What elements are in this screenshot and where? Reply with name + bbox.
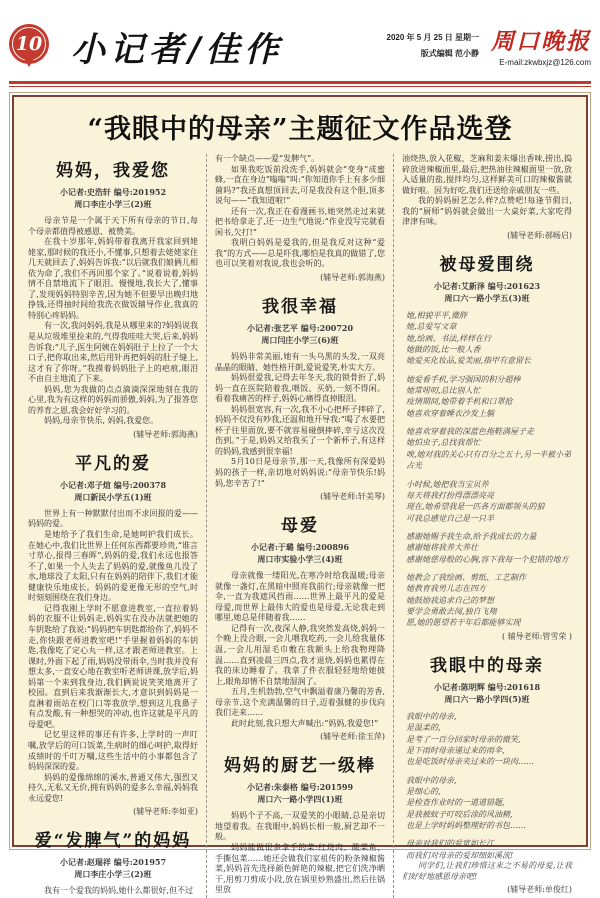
reporter-line: 小记者:史浩轩 编号:201952 [59,187,167,197]
poem-line: 唉,她对我的关心只有百分之五十,另一半被小弟占光 [406,449,572,471]
poem-line: 她常唠叨,总比别人忙 [406,385,481,395]
article-title: 妈妈的厨艺一级棒 [224,756,376,777]
school-line: 周口六一路小学五(3)班 [444,292,530,303]
stanza-gap [402,419,572,426]
paragraph: 妈妈能做很多拿手的菜:红烧肉、酸菜鱼、手撕包菜……她还会做我们家祖传的粉条辣椒酱菜,妈妈首先选择颜色鲜艳的辣椒,把它们洗净晒干,用剪刀剪成小段,放在锅里炒熟盛出,然后往锅里放 [215,842,385,895]
paragraph: 如果我吃饭前没洗手,妈妈就会“变身”成蜜蜂,一直在身边“嗡嗡”叫:“你知道你手上有多少细菌吗?”我还真想顶回去,可是我没有这个胆,顶多说句——“我知道啦!” [215,164,385,206]
reporter-line: 小记者:赵瑞祥 编号:201957 [59,857,167,868]
stanza-gap [402,524,572,531]
paragraph: 世界上有一种默默付出而不求回报的爱——妈妈的爱。 [28,508,198,529]
newspaper-logo: 周口晚报 [491,28,591,55]
poem-line: 也是上学时妈妈整理好的书包…… [406,821,526,831]
stanza-gap [402,367,572,374]
email-line: E-mail:zkwbxjz@126.com [499,58,591,67]
school-line: 周口李庄小学三(2)班 [74,869,152,880]
poem-line: 她教会了我绘画、剪纸、工艺制作 [406,573,526,583]
article-妈妈，我爱您 [28,156,198,440]
paragraph: 在我十岁那年,妈妈带着我离开我家回到姥姥家,那时候的我还小,不懂事,只想着去姥姥家住几天就回去了,妈妈告诉我:“以后就我们娘俩儿相依为命了,我们不再回那个家了。”说着说着,妈妈情不自禁地流下了眼泪。慢慢地,我长大了,懂事了,发现妈妈特别辛苦,因为她不但要早出晚归地挣钱,还得抽时间给我洗衣做饭辅导作业,我真的特别心疼妈妈。 [28,237,198,320]
article-meta [28,856,198,880]
poem-line: 要学会勇敢去闯,独自飞翔 [406,607,497,617]
article-平凡的爱 [28,449,198,817]
content-frame-inner [12,95,588,896]
article-我很幸福 [215,292,385,502]
paragraph: 我明白妈妈是爱我的,但是我反对这种“爱我”的方式——总是吓我,哪怕是我真的做错了,您也可以笑着对我说,我也会听的。 [215,238,385,269]
school-line: 周口六一路小学四(5)班 [444,693,530,704]
poem-line: 可我总感觉自己是一只羊 [406,513,494,523]
paragraph: 五月,生机勃勃,空气中飘溢着康乃馨的芳香,母亲节,这个充满温馨的日子,迈着强健的步伐向我们走来…… [215,687,385,718]
teacher-signature: (辅导老师:轩美琴) [320,492,385,502]
poem-line: 是我被蚊子叮咬后涂的风油精, [406,809,513,819]
poem-line: 我眼中的母亲, [406,775,457,785]
article-title: 平凡的爱 [75,453,151,474]
main-headline: “我眼中的母亲”主题征文作品选登 [87,114,513,145]
stanza-gap [402,472,572,479]
teacher-signature: (辅导老师:郭海燕) [320,273,385,283]
article-meta [402,681,572,705]
article-meta [215,322,385,346]
poem-line: 现在,她希望我是一匹各方面都领头的狼 [406,502,545,512]
paragraph: 还有一次,我正在看漫画书,她突然走过来就把书给拿走了,还一边生气地说:“作业没写完就看闲书,欠打!” [215,206,385,237]
poem-line: 每天将我打扮得漂漂亮亮 [406,490,494,500]
page-header [9,16,591,76]
paragraph: 我的妈妈厨艺怎么样?点赞吧!每逢节假日,我的“厨师”妈妈就会做出一大桌好菜,大家吃得津津有味。 [402,196,572,227]
page-number: 10 [15,33,43,55]
teacher-signature: (辅导老师:单俊红) [507,885,572,895]
poem-line: 她鼓励我追求自己的梦想 [406,595,494,605]
school-line: 周口新民小学五(1)班 [74,491,152,502]
reporter-line: 小记者:艾新泽 编号:201623 [433,280,541,291]
paragraph: 妈妈很爱我,记得去年冬天,我的锁骨折了,妈妈一直在医院陪着我,喂饭、买奶,一刻不得闲。看着我痛苦的样子,妈妈心痛得直掉眼泪。 [215,373,385,404]
article-meta [28,186,198,210]
article-meta [28,479,198,503]
poem-line: 是考了一百分回家时母亲的微笑, [406,734,521,744]
poem-line: 疫情期间,她带着手机和口罩抢 [406,397,513,407]
article-妈妈的厨艺一级棒 [215,751,385,895]
article-title: 妈妈，我爱您 [56,161,170,181]
poem-line: 小时候,她把我当宝贝养 [406,479,489,489]
poem-line: 我眼中的母亲, [406,711,457,721]
paragraph: 此时此刻,我只想大声喊出:“妈妈,我爱您!” [231,718,379,728]
editor-line: 版式编辑 范小静 [420,48,479,58]
page-number-badge [9,24,49,64]
section-title: 小记者/佳作 [71,29,284,70]
article-continuation [215,154,385,283]
paragraph: 我有一个爱我的妈妈,她什么都很好,但不过 [44,886,194,896]
article-meta [215,781,385,805]
poem-line: 她教育我男儿志在四方 [406,584,486,594]
poem-line: 感谢她赐予我生命,给予我成长的力量 [406,531,537,541]
school-line: 周口闫庄小学三(6)班 [261,335,339,346]
header-rule [9,81,591,87]
reporter-line: 小记者:陈明辉 编号:201618 [433,681,541,692]
paragraph: 5月10日是母亲节,那一天,我像所有深爱妈妈的孩子一样,亲切地对妈妈说:“母亲节快乐!妈妈,您辛苦了!” [215,457,385,488]
stanza-gap [402,831,572,838]
poem-line: 她,绘画、书法,样样在行 [406,333,492,343]
stanza-gap [402,565,572,572]
paragraph: 是她给予了我们生命,是她呵护我们成长。在她心中,我们比世界上任何东西都要珍贵,“谁言寸草心,报得三春晖”,妈妈的爱,我们永远也报答不了,如果一个人失去了妈妈的爱,就像鱼儿没了水,地球没了太阳,只有在妈妈的陪伴下,我们才能健康快乐地成长。妈妈的爱更像无形的空气,时时刻刻围绕在我们身边。 [28,530,198,603]
reporter-line: 小记者:于璐 编号:200896 [250,542,350,553]
columns [20,154,580,898]
teacher-signature: ( 辅导老师:管雪荣 ) [501,631,572,641]
paragraph: 同学们,让我们珍惜这来之不易的母爱,让我们好好地感恩母亲吧! [402,861,572,881]
reporter-line: 小记者:朱泰格 编号:201599 [246,782,354,793]
poem-line: 也是吃饭时母亲夹过来的一块肉…… [406,757,534,767]
paragraph: 妈妈,您为我做的点点滴滴深深地刻在我的心里,我为有这样的妈妈而骄傲,妈妈,为了报答您的养育之恩,我会好好学习的。 [28,384,198,415]
paragraph: 有一次,我问妈妈,我是从哪里来的?妈妈说我是从垃圾堆里捡来的,气得我哇哇大哭,后来,妈妈告诉我:“儿子,医生阿姨在妈妈肚子上拉了一个大口子,把你取出来,然后用针再把妈妈的肚子缝上,这才有了你呀。”我摸着妈妈肚子上的疤痕,眼泪不由自主地流了下来。 [28,321,198,384]
article-title: 被母爱围绕 [439,254,535,275]
poem-line: 感谢她慈母般的心胸,容下我每一个犯错的地方 [406,554,569,564]
poem-line: 母亲对我们的爱宽如长江, [406,839,497,849]
column-2 [206,154,393,898]
article-continuation [402,154,572,241]
article-meta [402,280,572,304]
school-line: 周口市实验小学三(4)班 [257,554,343,565]
article-title: 母爱 [281,516,319,537]
poem-line: 她爱买化妆品,爱美丽,指甲有意留长 [406,356,532,366]
teacher-signature: (辅导老师:郭海燕) [133,429,198,439]
teacher-signature: (辅导老师:郝畅启) [507,230,572,240]
poem-line: 她怕虫子,总找我帮忙 [406,438,481,448]
paragraph: 妈妈个子不高,一双爱笑的小眼睛,总是亲切地望着我。在我眼中,妈妈长相一般,厨艺却不一般。 [215,811,385,842]
poem-line: 是温柔的, [406,723,441,733]
paragraph: 妈妈的爱像绵绵的溪水,普通又伟大,强烈又持久,无私又无价,拥有妈妈的爱多么幸福,妈妈我永远爱您! [28,772,198,803]
paragraph: 妈妈,母亲节快乐, 妈妈,我爱您。 [44,416,159,426]
paragraph: 记忆里这样的事还有许多,上学时的一声叮嘱,放学后的可口饭菜,生病时的细心呵护,取得好成绩时的千叮万嘱,这些生活中的小事都包含了妈妈深深的爱。 [28,730,198,772]
poem-line: 她做的饭,比一般人香 [406,344,481,354]
poem-line: 是检查作业时的一道道错题, [406,798,505,808]
article-被母爱围绕 [402,250,572,642]
paragraph: 有一个缺点——爱“发脾气”。 [215,154,320,163]
article-爱“发脾气”的妈妈 [28,826,198,897]
article-母爱 [215,511,385,742]
article-meta [215,541,385,565]
paragraph: 妈妈很宽容,有一次,我不小心把杯子摔碎了,妈妈不仅没有吵我,还温和地开导我:“喝了水要把杯子往里面放,要不就容易碰倒摔碎,幸亏这次没伤到。”于是,妈妈又给我买了一个新杯子,有这样的妈妈,我感到很幸福! [215,404,385,456]
teacher-signature: (辅导老师:徐玉萍) [320,732,385,742]
poem-line: 她喜欢穿着睡衣沙发上躺 [406,408,494,418]
reporter-line: 小记者:邓子煊 编号:200378 [59,479,167,490]
poem-line: 她喜欢穿着我的深蓝色拖鞋满屋子走 [406,427,534,437]
article-title: 我眼中的母亲 [430,655,544,676]
teacher-signature: (辅导老师:李如亚) [133,807,198,817]
poem-line: 她,相貌平平,微胖 [406,310,468,320]
reporter-line: 小记者:张艺平 编号:200720 [246,323,354,334]
poem-line: 是细心的, [406,786,441,796]
poem-line: 她,总爱写文章 [406,322,457,332]
poem-line: 感谢她将我养大养壮 [406,543,478,553]
article-我眼中的母亲 [402,651,572,895]
paragraph: 记得有一次,夜深人静,我突然发高烧,妈妈一个晚上没合眼,一会儿喂我吃药,一会儿给我量体温,一会儿用湿毛巾敷在我额头上给我物理降温……直到凌晨三四点,我才退烧,妈妈也累得在我的床边睡着了。我拿了件衣服轻轻地给她披上,眼角却情不自禁地湿润了。 [215,623,385,686]
content-frame [9,92,591,896]
paragraph: 母亲就像一缕阳光,在寒冷时给我温暖;母亲就像一盏灯,在黑暗中照亮我前行;母亲就像一把伞,一直为我遮风挡雨……世界上最平凡的爱是母爱,而世界上最伟大的爱也是母爱,无论我走到哪里,她总是伴随着我…… [215,571,385,623]
paragraph: 母亲节是一个属于天下所有母亲的节日,每个母亲都值得被感恩、被赞美。 [28,216,198,236]
date-line: 2020 年 5 月 25 日 星期一 [386,32,479,42]
poem-line: 愿,她的愿望若干年后都能够实现 [406,618,521,628]
paragraph: 记得我刚上学时不愿意进教室,一直拉着妈妈的衣服不让妈妈走,妈妈实在没办法就把她的车钥匙给了我说:“妈妈把车钥匙都给你了,妈妈不走,你快跟老师进教室吧!”手里握着妈妈的车钥匙,我像吃了定心丸一样,这才跟老师进教室。上课时,外面下起了雨,妈妈没带雨伞,当时我并没有想太多,一直安心地在教室听老师讲课,放学后,妈妈第一个来到我身边,我们俩说说笑笑地离开了校园。直到后来我渐渐长大,才意识到妈妈是一直淋着雨站在校门口等我放学,想到这儿我鼻子有点发酸,有一种想哭的冲动,也许这就是平凡的母爱吧。 [28,603,198,729]
header-right [387,23,591,69]
poem-line: 她爱看手机,学习强国的积分超棒 [406,374,521,384]
article-title: 我很幸福 [262,297,338,318]
poem-line: 而我们对母亲的爱却细如溪流! [406,850,514,860]
poem-line: 是下雨时母亲递过来的雨伞, [406,745,505,755]
paragraph: 油烧热,放入花椒、芝麻和姜末爆出香味,捞出,捣碎放进辣椒面里,最后,把热油往辣椒面里一放,放入适量的盐,搅拌均匀,这样鲜美可口的辣椒酱就做好啦。因为好吃,我们还送给亲戚朋友一些。 [402,154,572,195]
paragraph: 妈妈非常美丽,她有一头乌黑的头发,一双亮晶晶的眼睛、她性格开朗,爱说爱笑,朴实大方。 [215,352,385,372]
school-line: 周口李庄小学三(2)班 [74,199,152,209]
article-title: 爱“发脾气”的妈妈 [34,831,192,852]
column-3 [393,154,580,898]
school-line: 周口六一路小学四(1)班 [257,794,343,805]
column-1 [20,154,206,898]
stanza-gap [402,768,572,775]
